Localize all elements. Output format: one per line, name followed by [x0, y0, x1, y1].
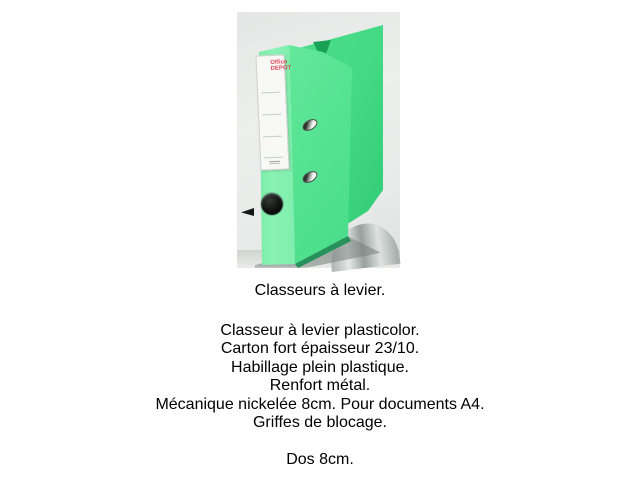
label-bottom-mark: [269, 161, 280, 162]
description-footer: Dos 8cm.: [286, 450, 354, 468]
label-ruled-line: [261, 92, 280, 94]
logo-line1: Office: [270, 59, 288, 67]
logo-line2: DEPOT: [270, 65, 292, 73]
label-ruled-line: [264, 157, 283, 159]
label-ruled-line: [263, 136, 282, 138]
description-body: [0, 322, 640, 433]
description-line: Griffes de blocage.: [252, 414, 387, 431]
office-depot-logo: [257, 59, 292, 73]
spine-thumb-hole: [261, 193, 283, 215]
description-line: Renfort métal.: [269, 377, 371, 394]
description-line: Classeur à levier plasticolor.: [220, 321, 420, 339]
label-ruled-line: [262, 114, 281, 116]
description-line: Mécanique nickelée 8cm. Pour documents A4.: [155, 395, 485, 413]
spine-label: [256, 54, 290, 170]
description-line: Carton fort épaisseur 23/10.: [220, 340, 420, 357]
description-line: Habillage plein plastique.: [231, 358, 409, 376]
product-description: [0, 282, 640, 469]
lever-tip: [241, 208, 254, 216]
product-photo: [237, 12, 400, 268]
description-title: Classeurs à levier.: [254, 282, 386, 299]
